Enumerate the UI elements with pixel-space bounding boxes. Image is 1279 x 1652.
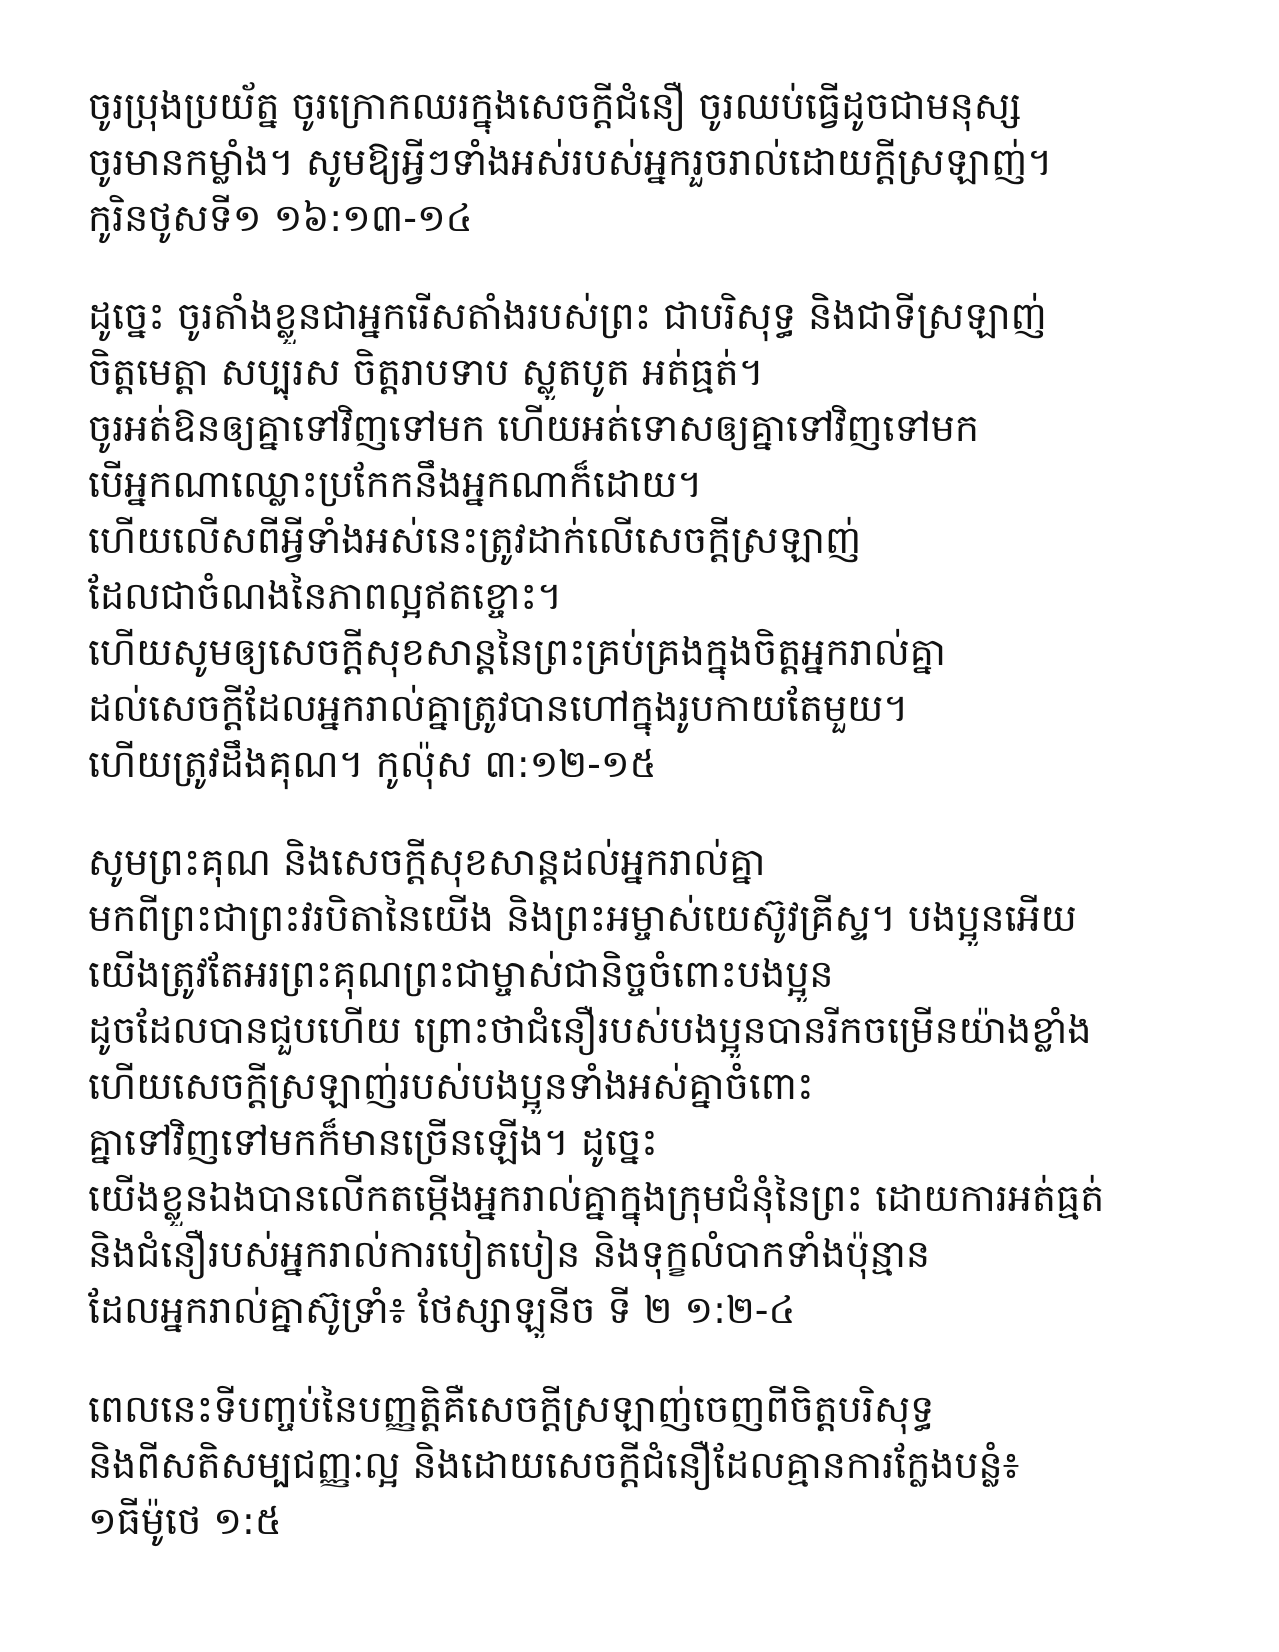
text-line: ដូចដែលបានជួបហើយ ព្រោះថាជំនឿរបស់បងប្អូនបានរីកចម្រើនយ៉ាងខ្លាំង [88,1008,1092,1052]
scripture-passage-colossians [88,288,1208,792]
text-line: ហើយលើសពីអ្វីទាំងអស់នេះត្រូវដាក់លើសេចក្ដីស្រឡាញ់ [88,518,862,562]
text-line: គ្នាទៅវិញទៅមកក៏មានច្រើនឡើង។ ដូច្នេះ [88,1120,658,1164]
text-line: ចិត្តមេត្តា សប្បុរស ចិត្តរាបទាប ស្លូតបូត អត់ធ្មត់។ [88,350,764,394]
text-line: ចូរអត់ឱនឲ្យគ្នាទៅវិញទៅមក ហើយអត់ទោសឲ្យគ្នាទៅវិញទៅមក [88,406,980,450]
text-line: មកពីព្រះជាព្រះវរបិតានៃយើង និងព្រះអម្ចាស់យេស៊ូវគ្រីស្ទ។ បងប្អូនអើយ [88,896,1077,940]
text-line: សូមព្រះគុណ និងសេចក្ដីសុខសាន្តដល់អ្នករាល់គ្នា [88,840,766,884]
reference-line: ១ធីម៉ូថេ ១:៥ [88,1499,282,1543]
text-line: បើអ្នកណាឈ្លោះប្រកែកនឹងអ្នកណាក៏ដោយ។ [88,462,703,506]
reference-line: ដែលអ្នករាល់គ្នាស៊ូទ្រាំ៖ ថែស្សាឡូនីច ទី ២ ១:២-៤ [88,1288,796,1332]
text-line: ដល់សេចក្ដីដែលអ្នករាល់គ្នាត្រូវបានហៅក្នុងរូបកាយតែមួយ។ [88,686,909,730]
scripture-passage-1-timothy [88,1381,1208,1549]
text-line: ហើយសូមឲ្យសេចក្ដីសុខសាន្តនៃព្រះគ្រប់គ្រងក្នុងចិត្តអ្នករាល់គ្នា [88,630,946,674]
text-line: ហើយសេចក្ដីស្រឡាញ់របស់បងប្អូនទាំងអស់គ្នាចំពោះ [88,1064,814,1108]
text-line: និងពីសតិសម្បជញ្ញៈល្អ និងដោយសេចក្ដីជំនឿដែលគ្មានការក្លែងបន្លំ៖ [88,1443,1020,1487]
scripture-passage-2-thessalonians [88,834,1208,1338]
text-line: និងជំនឿរបស់អ្នករាល់ការបៀតបៀន និងទុក្ខលំបាកទាំងប៉ុន្មាន [88,1232,931,1276]
text-line: ចូរប្រុងប្រយ័ត្ន ចូរក្រោកឈរក្នុងសេចក្ដីជំនឿ ចូរឈប់ធ្វើដូចជាមនុស្ស [88,84,1022,128]
text-line: ដែលជាចំណងនៃភាពល្អឥតខ្ចោះ។ [88,574,563,618]
text-line: ចូរមានកម្លាំង។ សូមឱ្យអ្វីៗទាំងអស់របស់អ្នករួចរាល់ដោយក្ដីស្រឡាញ់។ [88,140,1053,184]
text-line: យើងត្រូវតែអរព្រះគុណព្រះជាម្ចាស់ជានិច្ចចំពោះបងប្អូន [88,952,834,996]
text-line: ពេលនេះទីបញ្ចប់នៃបញ្ញត្តិគឺសេចក្ដីស្រឡាញ់ចេញពីចិត្តបរិសុទ្ធ [88,1387,935,1431]
scripture-passage-1-corinthians [88,78,1208,246]
text-line: យើងខ្លួនឯងបានលើកតម្កើងអ្នករាល់គ្នាក្នុងក្រុមជំនុំនៃព្រះ ដោយការអត់ធ្មត់ [88,1176,1105,1220]
reference-line: ហើយត្រូវដឹងគុណ។ កូល៉ុស ៣:១២-១៥ [88,742,657,786]
reference-line: កូរិនថូសទី១ ១៦:១៣-១៤ [88,196,473,240]
text-line: ដូច្នេះ ចូរតាំងខ្លួនជាអ្នករើសតាំងរបស់ព្រះ ជាបរិសុទ្ធ និងជាទីស្រឡាញ់ [88,294,1047,338]
